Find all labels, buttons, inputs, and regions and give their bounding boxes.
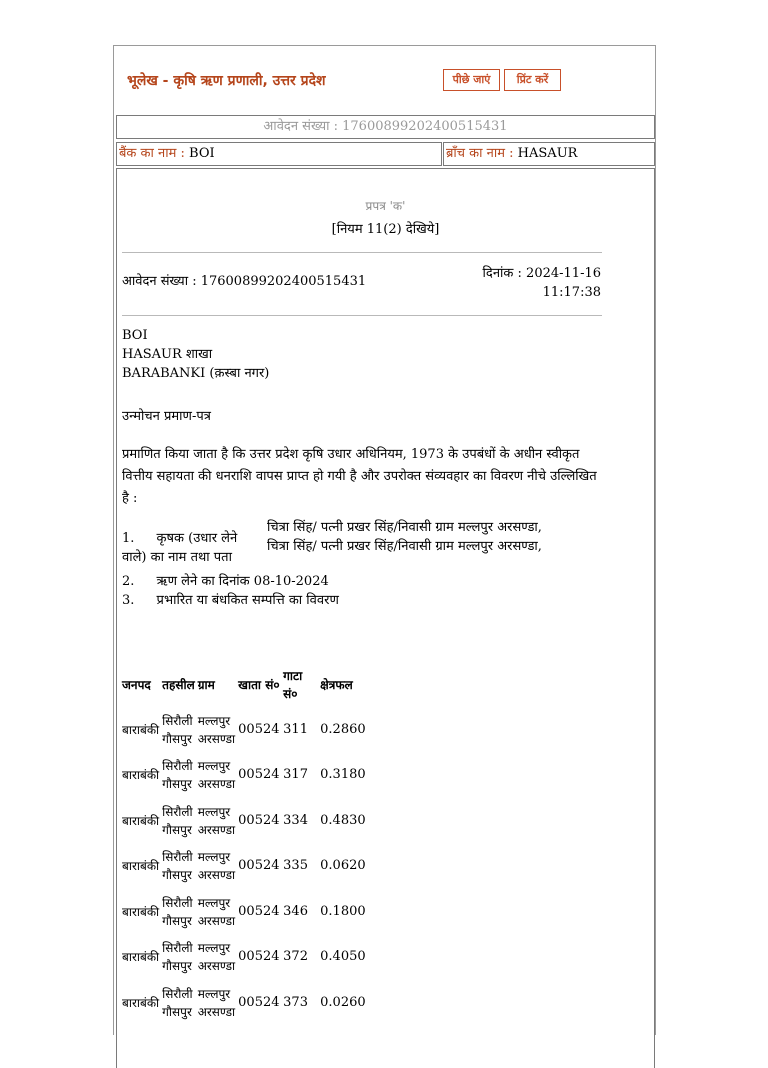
village-line: मल्लपुर	[197, 850, 231, 865]
tehsil-line: गौसपुर	[162, 1004, 192, 1019]
rule-reference: [नियम 11(2) देखिये]	[331, 222, 440, 237]
branch-name-label: ब्राँच का नाम :	[446, 146, 514, 161]
site-title: भूलेख - कृषि ऋण प्रणाली, उत्तर प्रदेश	[127, 73, 326, 89]
branch-name-value: HASAUR	[517, 146, 578, 161]
cell-gata: 335	[283, 858, 308, 874]
cell-khata: 00524	[238, 949, 280, 965]
tehsil-line: सिरौली	[162, 895, 193, 910]
application-number-value: 17600899202400515431	[342, 119, 508, 134]
tehsil-line: सिरौली	[162, 804, 193, 819]
certification-text: प्रमाणित किया जाता है कि उत्तर प्रदेश कृषि उधार अधिनियम, 1973 के उपबंधों के अधीन स्वीकृत वित्तीय सहायता की धनराशि वापस प्राप्त हो गयी है और उपरोक्त संव्यवहार का विवरण नीचे उल्लिखित है :	[122, 447, 597, 506]
land-table	[121, 663, 368, 1026]
address-line: BARABANKI (क़स्बा नगर)	[122, 366, 270, 381]
cell-tehsil	[161, 844, 197, 890]
table-row	[121, 844, 368, 890]
tehsil-line: सिरौली	[162, 850, 193, 865]
loan-date-label: ऋण लेने का दिनांक	[156, 574, 250, 589]
village-line: अरसण्डा	[197, 777, 236, 792]
cell-gata: 334	[283, 812, 308, 828]
property-label: प्रभारित या बंधकित सम्पत्ति का विवरण	[156, 593, 339, 608]
village-line: अरसण्डा	[197, 868, 236, 883]
cell-district: बाराबंकी	[122, 768, 160, 783]
col-gata: गाटा सं०	[283, 669, 303, 701]
tehsil-line: गौसपुर	[162, 777, 192, 792]
item-number: 1.	[122, 531, 135, 546]
table-header-row	[121, 663, 368, 707]
certificate-title: उन्मोचन प्रमाण-पत्र	[122, 409, 211, 424]
time-value: 11:17:38	[542, 285, 601, 300]
cell-area: 0.1800	[320, 903, 366, 919]
address-line: HASAUR शाखा	[122, 347, 213, 362]
table-row	[121, 889, 368, 935]
col-area: क्षेत्रफल	[320, 678, 353, 692]
tehsil-line: गौसपुर	[162, 913, 192, 928]
table-row	[121, 753, 368, 799]
branch-name-box	[443, 142, 655, 166]
cell-khata: 00524	[238, 858, 280, 874]
farmer-label-cont: वाले) का नाम तथा पता	[122, 550, 232, 565]
village-line: अरसण्डा	[197, 822, 236, 837]
village-line: मल्लपुर	[197, 804, 231, 819]
cell-district: बाराबंकी	[122, 904, 160, 919]
cell-area: 0.2860	[320, 721, 366, 737]
tehsil-line: गौसपुर	[162, 731, 192, 746]
col-khata: खाता सं०	[238, 678, 280, 692]
cell-district: बाराबंकी	[122, 722, 160, 737]
cell-village	[197, 980, 237, 1026]
form-name: प्रपत्र 'क'	[365, 199, 406, 213]
print-button[interactable]: प्रिंट करें	[504, 69, 561, 91]
date-block	[473, 264, 601, 302]
cell-tehsil	[161, 935, 197, 981]
cell-village	[197, 798, 237, 844]
col-district: जनपद	[122, 678, 151, 692]
page-frame	[113, 45, 656, 1035]
village-line: मल्लपुर	[197, 986, 231, 1001]
village-line: अरसण्डा	[197, 1004, 236, 1019]
cell-village	[197, 707, 237, 753]
cell-village	[197, 844, 237, 890]
item-1	[122, 529, 237, 548]
cell-gata: 372	[283, 949, 308, 965]
tehsil-line: सिरौली	[162, 759, 193, 774]
cell-area: 0.0260	[320, 994, 366, 1010]
date-label: दिनांक :	[482, 266, 522, 281]
farmer-value	[267, 518, 542, 556]
application-number-row	[116, 115, 655, 139]
village-line: अरसण्डा	[197, 913, 236, 928]
cell-tehsil	[161, 707, 197, 753]
cell-area: 0.0620	[320, 858, 366, 874]
address-line: BOI	[122, 328, 148, 343]
bank-name-box	[116, 142, 442, 166]
item-3	[122, 591, 339, 610]
tehsil-line: सिरौली	[162, 941, 193, 956]
cell-khata: 00524	[238, 721, 280, 737]
item-number: 3.	[122, 593, 135, 608]
village-line: मल्लपुर	[197, 941, 231, 956]
col-tehsil: तहसील	[162, 678, 195, 692]
village-line: अरसण्डा	[197, 959, 236, 974]
bank-name-label: बैंक का नाम :	[119, 146, 185, 161]
divider	[122, 252, 602, 253]
cell-village	[197, 935, 237, 981]
village-line: मल्लपुर	[197, 713, 231, 728]
tehsil-line: गौसपुर	[162, 959, 192, 974]
bank-name-value: BOI	[189, 146, 215, 161]
cell-tehsil	[161, 798, 197, 844]
cell-khata: 00524	[238, 767, 280, 783]
cell-village	[197, 753, 237, 799]
certificate-content	[116, 168, 655, 1068]
cell-district: बाराबंकी	[122, 859, 160, 874]
table-row	[121, 980, 368, 1026]
loan-date-value: 08-10-2024	[253, 574, 329, 589]
col-village: ग्राम	[197, 678, 215, 692]
tehsil-line: सिरौली	[162, 713, 193, 728]
cell-village	[197, 889, 237, 935]
farmer-name-address: चित्रा सिंह/ पत्नी प्रखर सिंह/निवासी ग्राम मल्लपुर अरसण्डा,	[267, 539, 542, 554]
application-number-label: आवेदन संख्या :	[263, 119, 338, 134]
cell-tehsil	[161, 889, 197, 935]
back-button[interactable]: पीछे जाएं	[443, 69, 500, 91]
divider	[122, 315, 602, 316]
table-row	[121, 798, 368, 844]
bank-address	[122, 326, 269, 383]
cell-district: बाराबंकी	[122, 995, 160, 1010]
cell-gata: 317	[283, 767, 308, 783]
cell-area: 0.4050	[320, 949, 366, 965]
cell-tehsil	[161, 753, 197, 799]
item-2	[122, 572, 329, 591]
cell-gata: 311	[283, 721, 308, 737]
village-line: मल्लपुर	[197, 759, 231, 774]
application-no: 17600899202400515431	[200, 274, 367, 289]
cell-gata: 346	[283, 903, 308, 919]
header	[114, 46, 655, 114]
cell-gata: 373	[283, 994, 308, 1010]
cell-area: 0.4830	[320, 812, 366, 828]
table-row	[121, 707, 368, 753]
tehsil-line: गौसपुर	[162, 822, 192, 837]
application-label: आवेदन संख्या :	[122, 274, 197, 289]
village-line: अरसण्डा	[197, 731, 236, 746]
farmer-label: कृषक (उधार लेने	[156, 531, 238, 546]
table-row	[121, 935, 368, 981]
cell-khata: 00524	[238, 812, 280, 828]
application-line	[122, 272, 366, 291]
cell-tehsil	[161, 980, 197, 1026]
cell-area: 0.3180	[320, 767, 366, 783]
tehsil-line: गौसपुर	[162, 868, 192, 883]
cell-khata: 00524	[238, 994, 280, 1010]
cell-khata: 00524	[238, 903, 280, 919]
item-number: 2.	[122, 574, 135, 589]
cell-district: बाराबंकी	[122, 813, 160, 828]
date-value: 2024-11-16	[526, 266, 601, 281]
cell-district: बाराबंकी	[122, 950, 160, 965]
village-line: मल्लपुर	[197, 895, 231, 910]
farmer-name-address: चित्रा सिंह/ पत्नी प्रखर सिंह/निवासी ग्राम मल्लपुर अरसण्डा,	[267, 520, 542, 535]
tehsil-line: सिरौली	[162, 986, 193, 1001]
